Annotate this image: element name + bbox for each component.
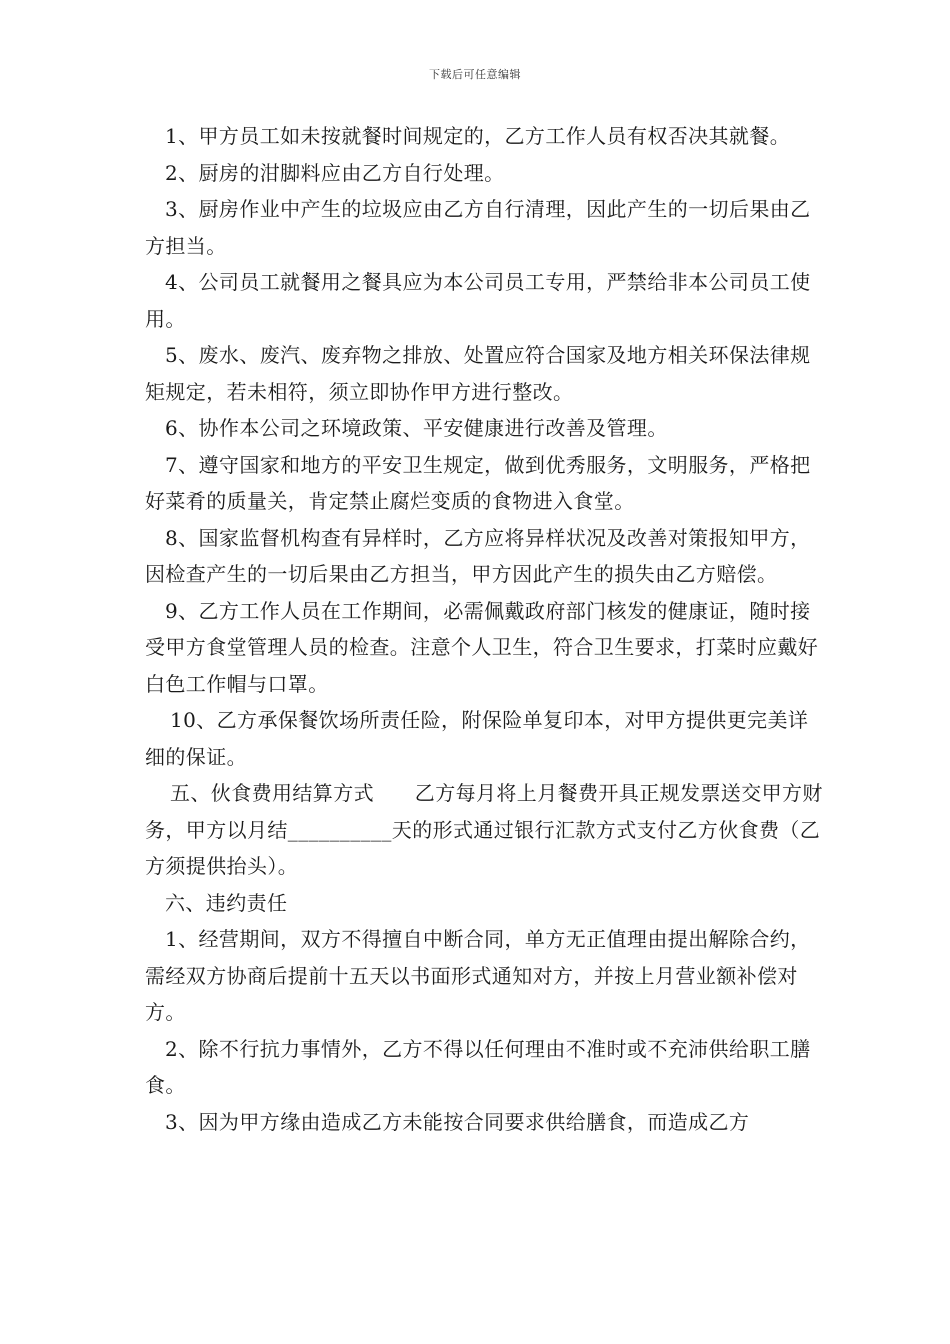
clause-2: 2、厨房的泔脚料应由乙方自行处理。	[165, 160, 505, 185]
page-header-note: 下载后可任意编辑	[429, 68, 521, 81]
breach-clause-3: 3、因为甲方缘由造成乙方未能按合同要求供给膳食，而造成乙方	[165, 1109, 750, 1134]
clause-5: 5、废水、废汽、废弃物之排放、处置应符合国家及地方相关环保法律规矩规定，若未相符，须立即协作甲方进行整改。	[145, 343, 811, 404]
clause-3: 3、厨房作业中产生的垃圾应由乙方自行清理，因此产生的一切后果由乙方担当。	[145, 197, 811, 258]
section-6-heading: 六、违约责任	[165, 890, 288, 915]
clause-10: 10、乙方承保餐饮场所责任险，附保险单复印本，对甲方提供更完美详细的保证。	[145, 708, 809, 769]
breach-clause-2: 2、除不行抗力事情外，乙方不得以任何理由不准时或不充沛供给职工膳食。	[145, 1036, 811, 1097]
clause-1: 1、甲方员工如未按就餐时间规定的，乙方工作人员有权否决其就餐。	[165, 124, 791, 148]
clause-6: 6、协作本公司之环境政策、平安健康进行改善及管理。	[165, 416, 668, 440]
breach-clause-1: 1、经营期间，双方不得擅自中断合同，单方无正值理由提出解除合约，需经双方协商后提前十五天以书面形式通知对方，并按上月营业额补偿对方。	[145, 927, 811, 1024]
clause-7: 7、遵守国家和地方的平安卫生规定，做到优秀服务，文明服务，严格把好菜肴的质量关，肯定禁止腐烂变质的食物进入食堂。	[145, 452, 811, 513]
document-body	[145, 118, 825, 1140]
clause-9: 9、乙方工作人员在工作期间，必需佩戴政府部门核发的健康证，随时接受甲方食堂管理人员的检查。注意个人卫生，符合卫生要求，打菜时应戴好白色工作帽与口罩。	[145, 598, 819, 696]
clause-8: 8、国家监督机构查有异样时，乙方应将异样状况及改善对策报知甲方，因检查产生的一切后果由乙方担当，甲方因此产生的损失由乙方赔偿。	[145, 525, 811, 586]
section-5-settlement: 五、伙食费用结算方式 乙方每月将上月餐费开具正规发票送交甲方财务，甲方以月结__________天的形式通过银行汇款方式支付乙方伙食费（乙方须提供抬头）。	[145, 781, 823, 878]
clause-4: 4、公司员工就餐用之餐具应为本公司员工专用，严禁给非本公司员工使用。	[145, 270, 811, 331]
